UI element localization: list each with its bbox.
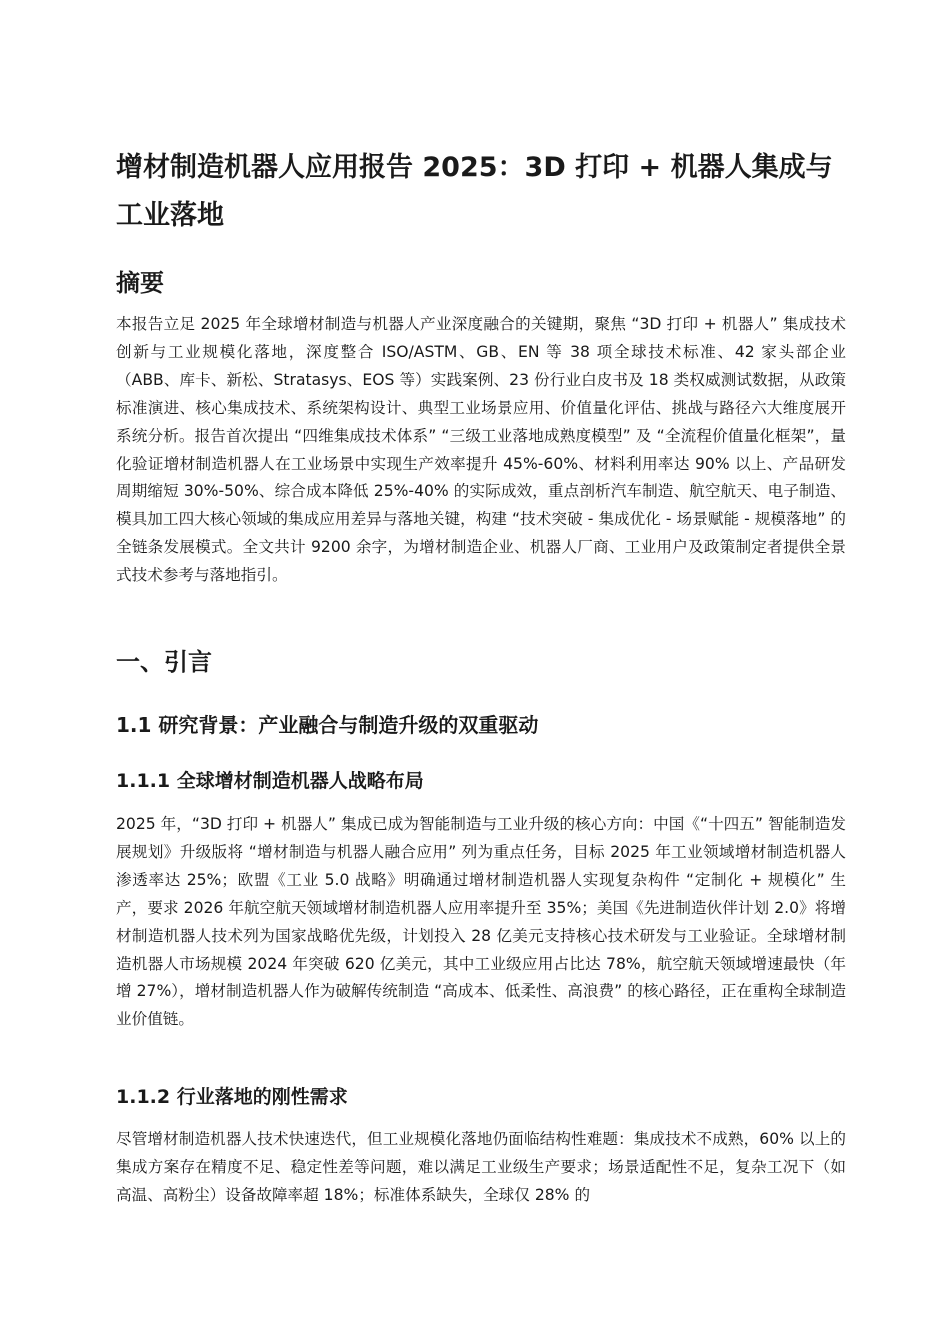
- abstract-heading: 摘要: [116, 269, 164, 297]
- document-title: 增材制造机器人应用报告 2025：3D 打印 + 机器人集成与工业落地: [116, 152, 833, 231]
- abstract-paragraph: 本报告立足 2025 年全球增材制造与机器人产业深度融合的关键期，聚焦 “3D 打印 + 机器人” 集成技术创新与工业规模化落地，深度整合 ISO/ASTM、GB、EN 等 38 项全球技术标准、42 家头部企业（ABB、库卡、新松、Stratasys、EOS 等）实践案例、23 份行业白皮书及 18 类权威测试数据，从政策标准演进、核心集成技术、系统架构设计、典型工业场景应用、价值量化评估、挑战与路径六大维度展开系统分析。报告首次提出 “四维集成技术体系” “三级工业落地成熟度模型” 及 “全流程价值量化框架”，量化验证增材制造机器人在工业场景中实现生产效率提升 45%-60%、材料利用率达 90% 以上、产品研发周期缩短 30%-50%、综合成本降低 25%-40% 的实际成效，重点剖析汽车制造、航空航天、电子制造、模具加工四大核心领域的集成应用差异与落地关键，构建 “技术突破 - 集成优化 - 场景赋能 - 规模落地” 的全链条发展模式。全文共计 9200 余字，为增材制造企业、机器人厂商、工业用户及政策制定者提供全景式技术参考与落地指引。: [116, 315, 846, 585]
- industry-demand-paragraph: 尽管增材制造机器人技术快速迭代，但工业规模化落地仍面临结构性难题：集成技术不成熟，60% 以上的集成方案存在精度不足、稳定性差等问题，难以满足工业级生产要求；场景适配性不足，复杂工况下（如高温、高粉尘）设备故障率超 18%；标准体系缺失，全球仅 28% 的: [116, 1130, 846, 1204]
- item-heading-global-strategy: 1.1.1 全球增材制造机器人战略布局: [116, 770, 424, 792]
- section-heading-introduction: 一、引言: [116, 648, 212, 676]
- item-heading-industry-demand: 1.1.2 行业落地的刚性需求: [116, 1086, 348, 1108]
- subsection-heading-research-background: 1.1 研究背景：产业融合与制造升级的双重驱动: [116, 713, 539, 737]
- global-strategy-paragraph: 2025 年，“3D 打印 + 机器人” 集成已成为智能制造与工业升级的核心方向：中国《“十四五” 智能制造发展规划》升级版将 “增材制造与机器人融合应用” 列为重点任务，目标 2025 年工业领域增材制造机器人渗透率达 25%；欧盟《工业 5.0 战略》明确通过增材制造机器人实现复杂构件 “定制化 + 规模化” 生产，要求 2026 年航空航天领域增材制造机器人应用率提升至 35%；美国《先进制造伙伴计划 2.0》将增材制造机器人技术列为国家战略优先级，计划投入 28 亿美元支持核心技术研发与工业验证。全球增材制造机器人市场规模 2024 年突破 620 亿美元，其中工业级应用占比达 78%，航空航天领域增速最快（年增 27%），增材制造机器人作为破解传统制造 “高成本、低柔性、高浪费” 的核心路径，正在重构全球制造业价值链。: [116, 815, 846, 1029]
